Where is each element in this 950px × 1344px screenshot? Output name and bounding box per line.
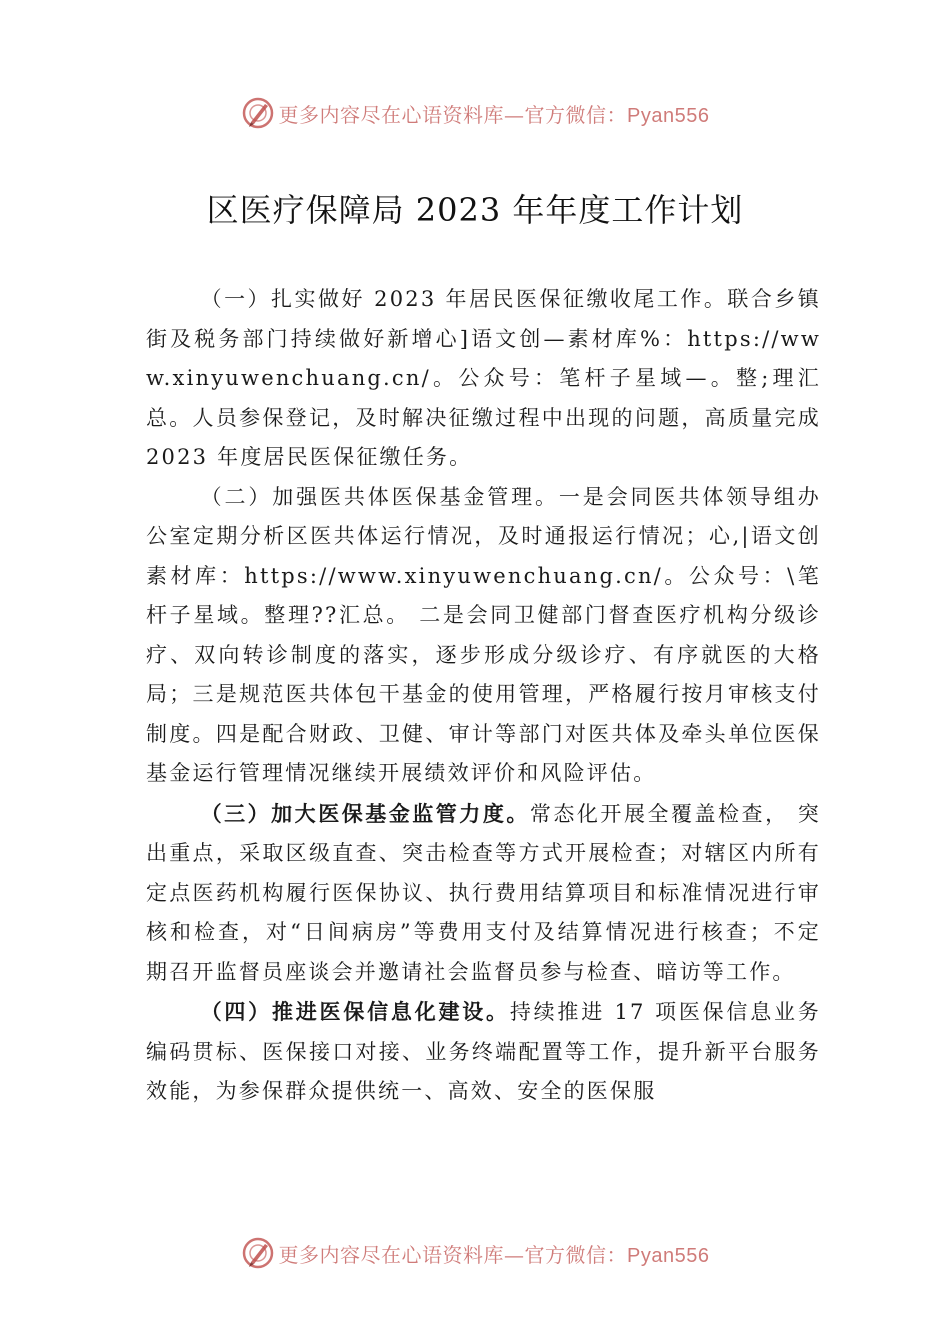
paragraph-4-lead: （四）推进医保信息化建设。 — [200, 999, 510, 1024]
footer-watermark-banner — [0, 1233, 950, 1273]
paragraph-3-lead: （三）加大医保基金监管力度。 — [200, 800, 530, 826]
watermark-text: 更多内容尽在心语资料库—官方微信：Pyan556 — [278, 1242, 710, 1267]
header-watermark-banner — [0, 93, 950, 133]
paragraph-2: （二）加强医共体医保基金管理。一是会同医共体领导组办公室定期分析区医共体运行情况，及时通报运行情况；心,|语文创素材库：https://www.xinyuwenchuang.cn/。公众号：\笔杆子星域。整理??汇总。 二是会同卫健部门督查医疗机构分级诊疗、双向转诊制度的落实，逐步形成分级诊疗、有序就医的大格局；三是规范医共体包干基金的使用管理，严格履行按月审核支付制度。四是配合财政、卫健、审计等部门对医共体及牵头单位医保基金运行管理情况继续开展绩效评价和风险评估。 — [146, 484, 821, 785]
paragraph-3: （三）加大医保基金监管力度。常态化开展全覆盖检查， 突出重点，采取区级直查、突击检查等方式开展检查；对辖区内所有定点医药机构履行医保协议、执行费用结算项目和标准情况进行审核和检查，对“日间病房”等费用支付及结算情况进行核查；不定期召开监督员座谈会并邀请社会监督员参与检查、暗访等工作。 — [146, 800, 821, 984]
pen-logo-icon — [241, 96, 275, 130]
watermark-text: 更多内容尽在心语资料库—官方微信：Pyan556 — [278, 102, 710, 127]
pen-logo-icon — [241, 1236, 275, 1270]
document-body — [146, 280, 821, 1112]
paragraph-4: （四）推进医保信息化建设。持续推进 17 项医保信息业务编码贯标、医保接口对接、业务终端配置等工作，提升新平台服务效能，为参保群众提供统一、高效、安全的医保服 — [146, 999, 821, 1103]
paragraph-1: （一）扎实做好 2023 年居民医保征缴收尾工作。联合乡镇街及税务部门持续做好新增心]语文创—素材库%：https://www.xinyuwenchuang.cn/。公众号：笔杆子星域—。整;理汇总。人员参保登记，及时解决征缴过程中出现的问题，高质量完成 2023 年度居民医保征缴任务。 — [146, 287, 821, 469]
document-title: 区医疗保障局 2023 年年度工作计划 — [206, 191, 744, 229]
wechat-id: Pyan556 — [627, 104, 710, 127]
wechat-id: Pyan556 — [627, 1244, 710, 1267]
